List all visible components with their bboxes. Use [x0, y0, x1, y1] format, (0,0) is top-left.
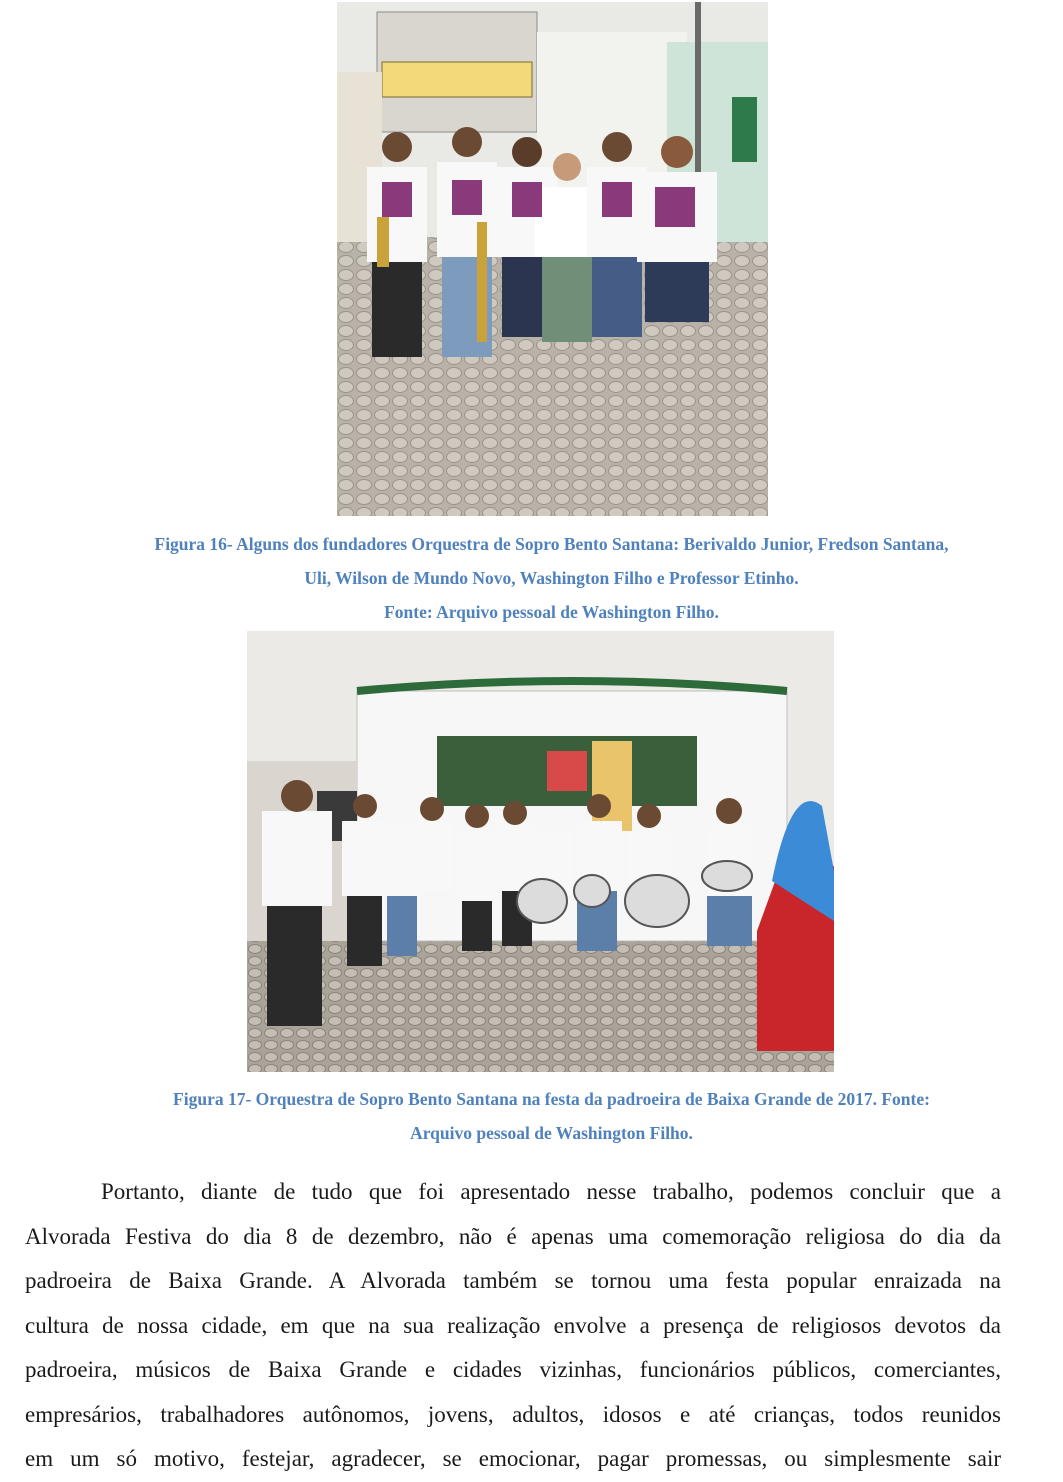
- figure-16-caption-line-1: Figura 16- Alguns dos fundadores Orquestra de Sopro Bento Santana: Berivaldo Junior, Fredson Santana,: [154, 534, 949, 554]
- body-line-4: cultura de nossa cidade, em que na sua realização envolve a presença de religiosos devotos da: [25, 1312, 1001, 1338]
- body-line-7: em um só motivo, festejar, agradecer, se emocionar, pagar promessas, ou simplesmente sair: [25, 1446, 1001, 1471]
- body-line-6: empresários, trabalhadores autônomos, jovens, adultos, idosos e até crianças, todos reunidos: [25, 1401, 1001, 1427]
- figure-16-caption-line-3: Fonte: Arquivo pessoal de Washington Filho.: [384, 602, 719, 622]
- figure-17-photo: [247, 631, 834, 1072]
- body-line-2: Alvorada Festiva do dia 8 de dezembro, não é apenas uma comemoração religiosa do dia da: [25, 1223, 1001, 1249]
- figure-17-photo-illustration: [247, 631, 834, 1072]
- figure-16-caption: [40, 527, 1063, 629]
- body-paragraph: [25, 1170, 1001, 1482]
- figure-16-photo-illustration: [337, 2, 768, 516]
- figure-17-caption: [40, 1082, 1063, 1150]
- figure-17-caption-line-2: Arquivo pessoal de Washington Filho.: [410, 1123, 693, 1143]
- figure-17-caption-line-1: Figura 17- Orquestra de Sopro Bento Santana na festa da padroeira de Baixa Grande de 2017. Fonte:: [173, 1089, 930, 1109]
- body-line-1: Portanto, diante de tudo que foi apresentado nesse trabalho, podemos concluir que a: [101, 1179, 1001, 1204]
- body-line-3: padroeira de Baixa Grande. A Alvorada também se tornou uma festa popular enraizada na: [25, 1268, 1001, 1293]
- body-line-5: padroeira, músicos de Baixa Grande e cidades vizinhas, funcionários públicos, comerciantes,: [25, 1357, 1001, 1382]
- figure-16-photo: [337, 2, 768, 516]
- figure-16-caption-line-2: Uli, Wilson de Mundo Novo, Washington Filho e Professor Etinho.: [304, 568, 799, 588]
